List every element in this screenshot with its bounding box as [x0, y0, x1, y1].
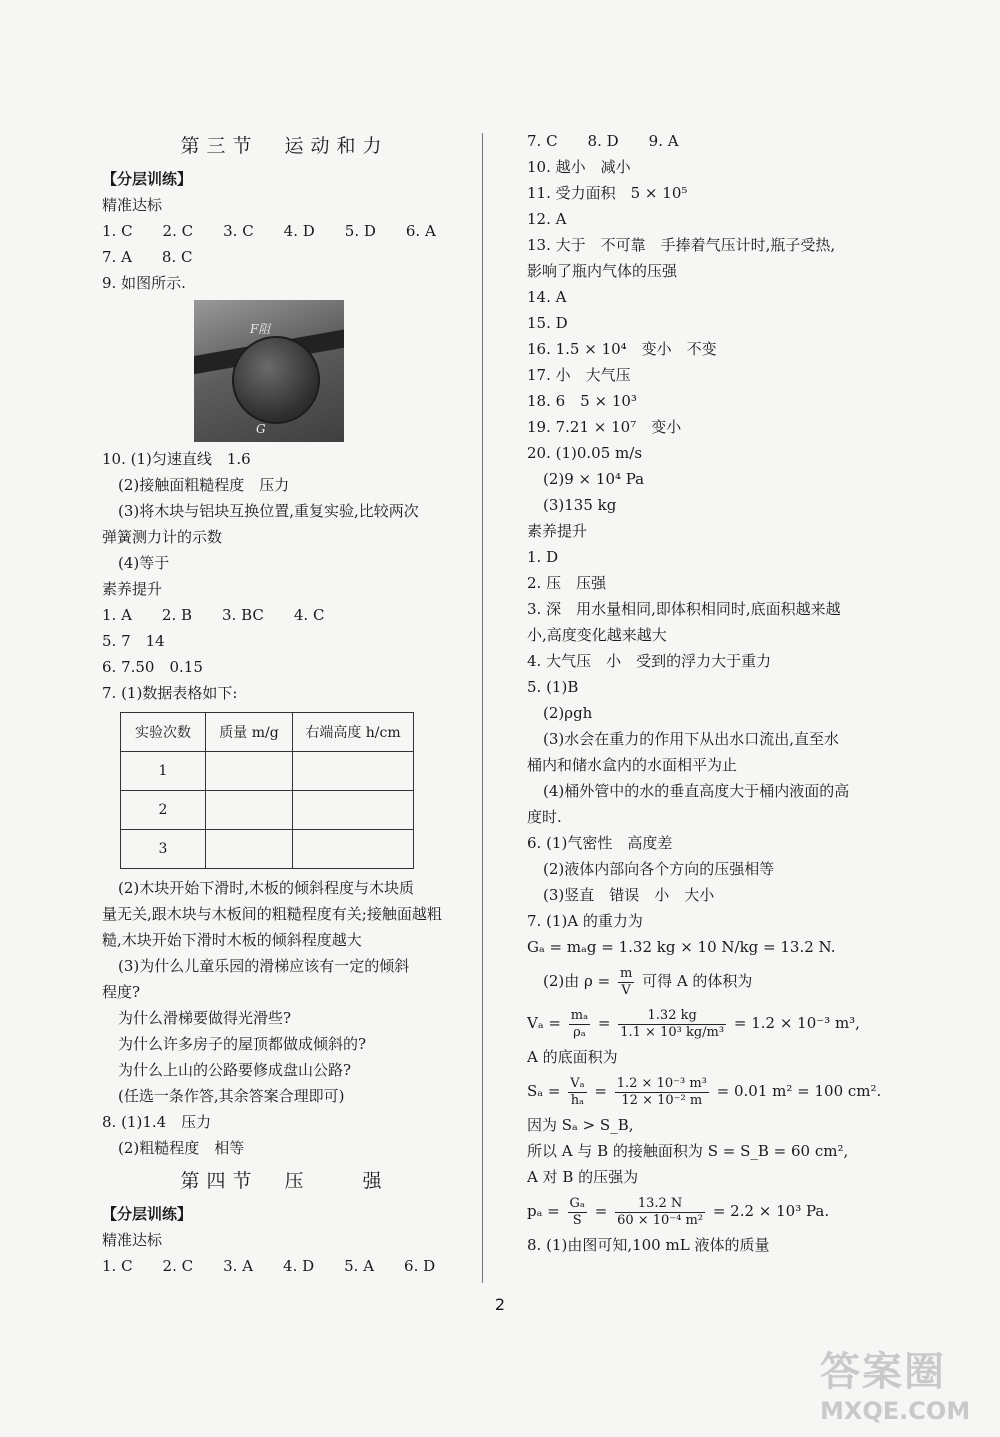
formula-text: Vₐ = [527, 1014, 561, 1032]
answer-line: 1. C 2. C 3. C 4. D 5. D 6. A [102, 222, 436, 240]
subheading-precise: 精准达标 [102, 1231, 163, 1249]
table-row [121, 752, 414, 791]
fraction-denominator: V [621, 982, 631, 998]
answer-line: 13. 大于 不可靠 手捧着气压计时,瓶子受热, [527, 236, 836, 254]
formula-text: = 1.2 × 10⁻³ m³, [733, 1014, 860, 1032]
table-header-cell: 实验次数 [121, 713, 206, 752]
answer-line: 1. A 2. B 3. BC 4. C [102, 606, 325, 624]
formula-text: = 0.01 m² = 100 cm². [716, 1082, 882, 1100]
answer-line: 1. C 2. C 3. A 4. D 5. A 6. D [102, 1257, 436, 1275]
answer-line: (2)ρgh [543, 704, 593, 722]
formula-line [527, 1070, 897, 1112]
fraction [568, 1196, 587, 1229]
answer-line: 7. (1)数据表格如下: [102, 684, 238, 702]
fraction-denominator: hₐ [570, 1092, 585, 1108]
fraction [618, 966, 634, 999]
subheading-precise: 精准达标 [102, 196, 163, 214]
answer-line: (3)135 kg [543, 496, 617, 514]
answer-line: 6. 7.50 0.15 [102, 658, 203, 676]
table-header-cell: 右端高度 h/cm [293, 713, 414, 752]
answer-line: 为什么滑梯要做得光滑些? [118, 1009, 292, 1027]
subheading-literacy: 素养提升 [527, 522, 588, 540]
fraction-numerator: m [619, 965, 633, 981]
answer-line: (2)液体内部向各个方向的压强相等 [543, 860, 775, 878]
table-cell: 1 [121, 752, 206, 791]
formula-text: (2)由 ρ = [543, 972, 611, 990]
answer-line: (2)木块开始下滑时,木板的倾斜程度与木块质 [118, 879, 415, 897]
fraction-numerator: mₐ [570, 1007, 589, 1023]
data-table [120, 712, 414, 869]
answer-line: 为什么上山的公路要修成盘山公路? [118, 1061, 352, 1079]
answer-line: 量无关,跟木块与木板间的粗糙程度有关;接触面越粗 [102, 905, 442, 923]
answer-line: (任选一条作答,其余答案合理即可) [118, 1087, 345, 1105]
answer-line: A 的底面积为 [527, 1048, 618, 1066]
left-column [102, 126, 467, 1279]
answer-line: (4)桶外管中的水的垂直高度大于桶内液面的高 [543, 782, 850, 800]
answer-line: 6. (1)气密性 高度差 [527, 834, 673, 852]
photo-label-friction: F阻 [250, 322, 271, 336]
formula-text: pₐ = [527, 1202, 560, 1220]
answer-line: 19. 7.21 × 10⁷ 变小 [527, 418, 682, 436]
watermark-url: MXQE.COM [820, 1397, 971, 1425]
fraction-denominator: 12 × 10⁻² m [621, 1092, 703, 1108]
answer-line: 糙,木块开始下滑时木板的倾斜程度越大 [102, 931, 362, 949]
table-row [121, 791, 414, 830]
fraction [618, 1008, 726, 1041]
fraction-numerator: Gₐ [569, 1195, 585, 1211]
right-column [527, 128, 897, 1258]
answer-line: (2)接触面粗糙程度 压力 [118, 476, 290, 494]
answer-line: 桶内和储水盒内的水面相平为止 [527, 756, 738, 774]
answer-line: 7. C 8. D 9. A [527, 132, 679, 150]
fraction [568, 1076, 586, 1109]
table-cell: 3 [121, 830, 206, 869]
answer-line: 影响了瓶内气体的压强 [527, 262, 678, 280]
answer-line: 程度? [102, 983, 141, 1001]
answer-line: 弹簧测力计的示数 [102, 528, 223, 546]
formula-text: 可得 A 的体积为 [642, 972, 753, 990]
watermark-logo [820, 1340, 990, 1430]
answer-line: 5. (1)B [527, 678, 579, 696]
formula-line [527, 960, 897, 1002]
answer-line: 8. (1)1.4 压力 [102, 1113, 212, 1131]
answer-line: 8. (1)由图可知,100 mL 液体的质量 [527, 1236, 770, 1254]
answer-line: 小,高度变化越来越大 [527, 626, 667, 644]
answer-line: 3. 深 用水量相同,即体积相同时,底面积越来越 [527, 600, 841, 618]
fraction-numerator: 1.32 kg [618, 1008, 726, 1025]
answer-line: (4)等于 [118, 554, 170, 572]
formula-text: = [594, 1202, 608, 1220]
answer-line: 18. 6 5 × 10³ [527, 392, 637, 410]
heading-layered-training: 【分层训练】 [102, 170, 193, 188]
answer-line: (2)9 × 10⁴ Pa [543, 470, 645, 488]
fraction-denominator: 60 × 10⁻⁴ m² [617, 1212, 704, 1228]
answer-line: 因为 Sₐ > S_B, [527, 1116, 634, 1134]
formula-line: Gₐ = mₐg = 1.32 kg × 10 N/kg = 13.2 N. [527, 938, 836, 956]
answer-line: 9. 如图所示. [102, 274, 186, 292]
formula-text: = [597, 1014, 611, 1032]
table-header-row [121, 713, 414, 752]
answer-line: 5. 7 14 [102, 632, 165, 650]
fraction-numerator: Vₐ [570, 1075, 585, 1091]
section-title-3: 第三节 运动和力 [180, 135, 389, 157]
table-cell [293, 791, 414, 830]
formula-text: Sₐ = [527, 1082, 561, 1100]
table-cell [293, 752, 414, 791]
answer-line: 1. D [527, 548, 559, 566]
table-cell [206, 830, 293, 869]
answer-line: (3)竖直 错误 小 大小 [543, 886, 715, 904]
formula-line [527, 1190, 897, 1232]
answer-line: 15. D [527, 314, 568, 332]
formula-text: = [594, 1082, 607, 1100]
answer-line: 4. 大气压 小 受到的浮力大于重力 [527, 652, 772, 670]
answer-line: A 对 B 的压强为 [527, 1168, 639, 1186]
page-number: 2 [494, 1295, 506, 1314]
table-cell [206, 791, 293, 830]
table-cell: 2 [121, 791, 206, 830]
answer-line: 10. 越小 减小 [527, 158, 631, 176]
answer-line: 20. (1)0.05 m/s [527, 444, 643, 462]
table-cell [293, 830, 414, 869]
photo-label-gravity: G [256, 422, 266, 436]
answer-line: 度时. [527, 808, 562, 826]
answer-line: (3)将木块与铝块互换位置,重复实验,比较两次 [118, 502, 419, 520]
subheading-literacy: 素养提升 [102, 580, 163, 598]
fraction [569, 1008, 590, 1041]
answer-line: 为什么许多房子的屋顶都做成倾斜的? [118, 1035, 367, 1053]
table-cell [206, 752, 293, 791]
photo-coin [232, 336, 320, 424]
answer-line: 14. A [527, 288, 567, 306]
answer-line: 17. 小 大气压 [527, 366, 631, 384]
column-divider [482, 133, 483, 1283]
answer-line: 16. 1.5 × 10⁴ 变小 不变 [527, 340, 717, 358]
watermark-text: 答案圈 [820, 1349, 946, 1395]
fraction [615, 1076, 709, 1109]
answer-line: 2. 压 压强 [527, 574, 607, 592]
answer-line: 7. (1)A 的重力为 [527, 912, 643, 930]
heading-layered-training: 【分层训练】 [102, 1205, 193, 1223]
answer-line: 11. 受力面积 5 × 10⁵ [527, 184, 688, 202]
fraction-denominator: S [572, 1212, 582, 1228]
table-header-cell: 质量 m/g [206, 713, 293, 752]
answer-line: (3)为什么儿童乐园的滑梯应该有一定的倾斜 [118, 957, 410, 975]
answer-line: (2)粗糙程度 相等 [118, 1139, 245, 1157]
fraction [615, 1196, 705, 1229]
formula-line [527, 1002, 897, 1044]
answer-line: 12. A [527, 210, 567, 228]
section-title-4: 第四节 压 强 [180, 1170, 389, 1192]
fraction-denominator: ρₐ [573, 1024, 586, 1040]
formula-text: = 2.2 × 10³ Pa. [712, 1202, 830, 1220]
answer-line: 10. (1)匀速直线 1.6 [102, 450, 251, 468]
fraction-numerator: 1.2 × 10⁻³ m³ [616, 1075, 707, 1091]
fraction-denominator: 1.1 × 10³ kg/m³ [620, 1024, 725, 1040]
answer-line: 7. A 8. C [102, 248, 193, 266]
fraction-numerator: 13.2 N [615, 1196, 705, 1213]
coin-force-photo [194, 300, 344, 442]
answer-line: (3)水会在重力的作用下从出水口流出,直至水 [543, 730, 840, 748]
answer-line: 所以 A 与 B 的接触面积为 S = S_B = 60 cm², [527, 1142, 849, 1160]
table-row [121, 830, 414, 869]
